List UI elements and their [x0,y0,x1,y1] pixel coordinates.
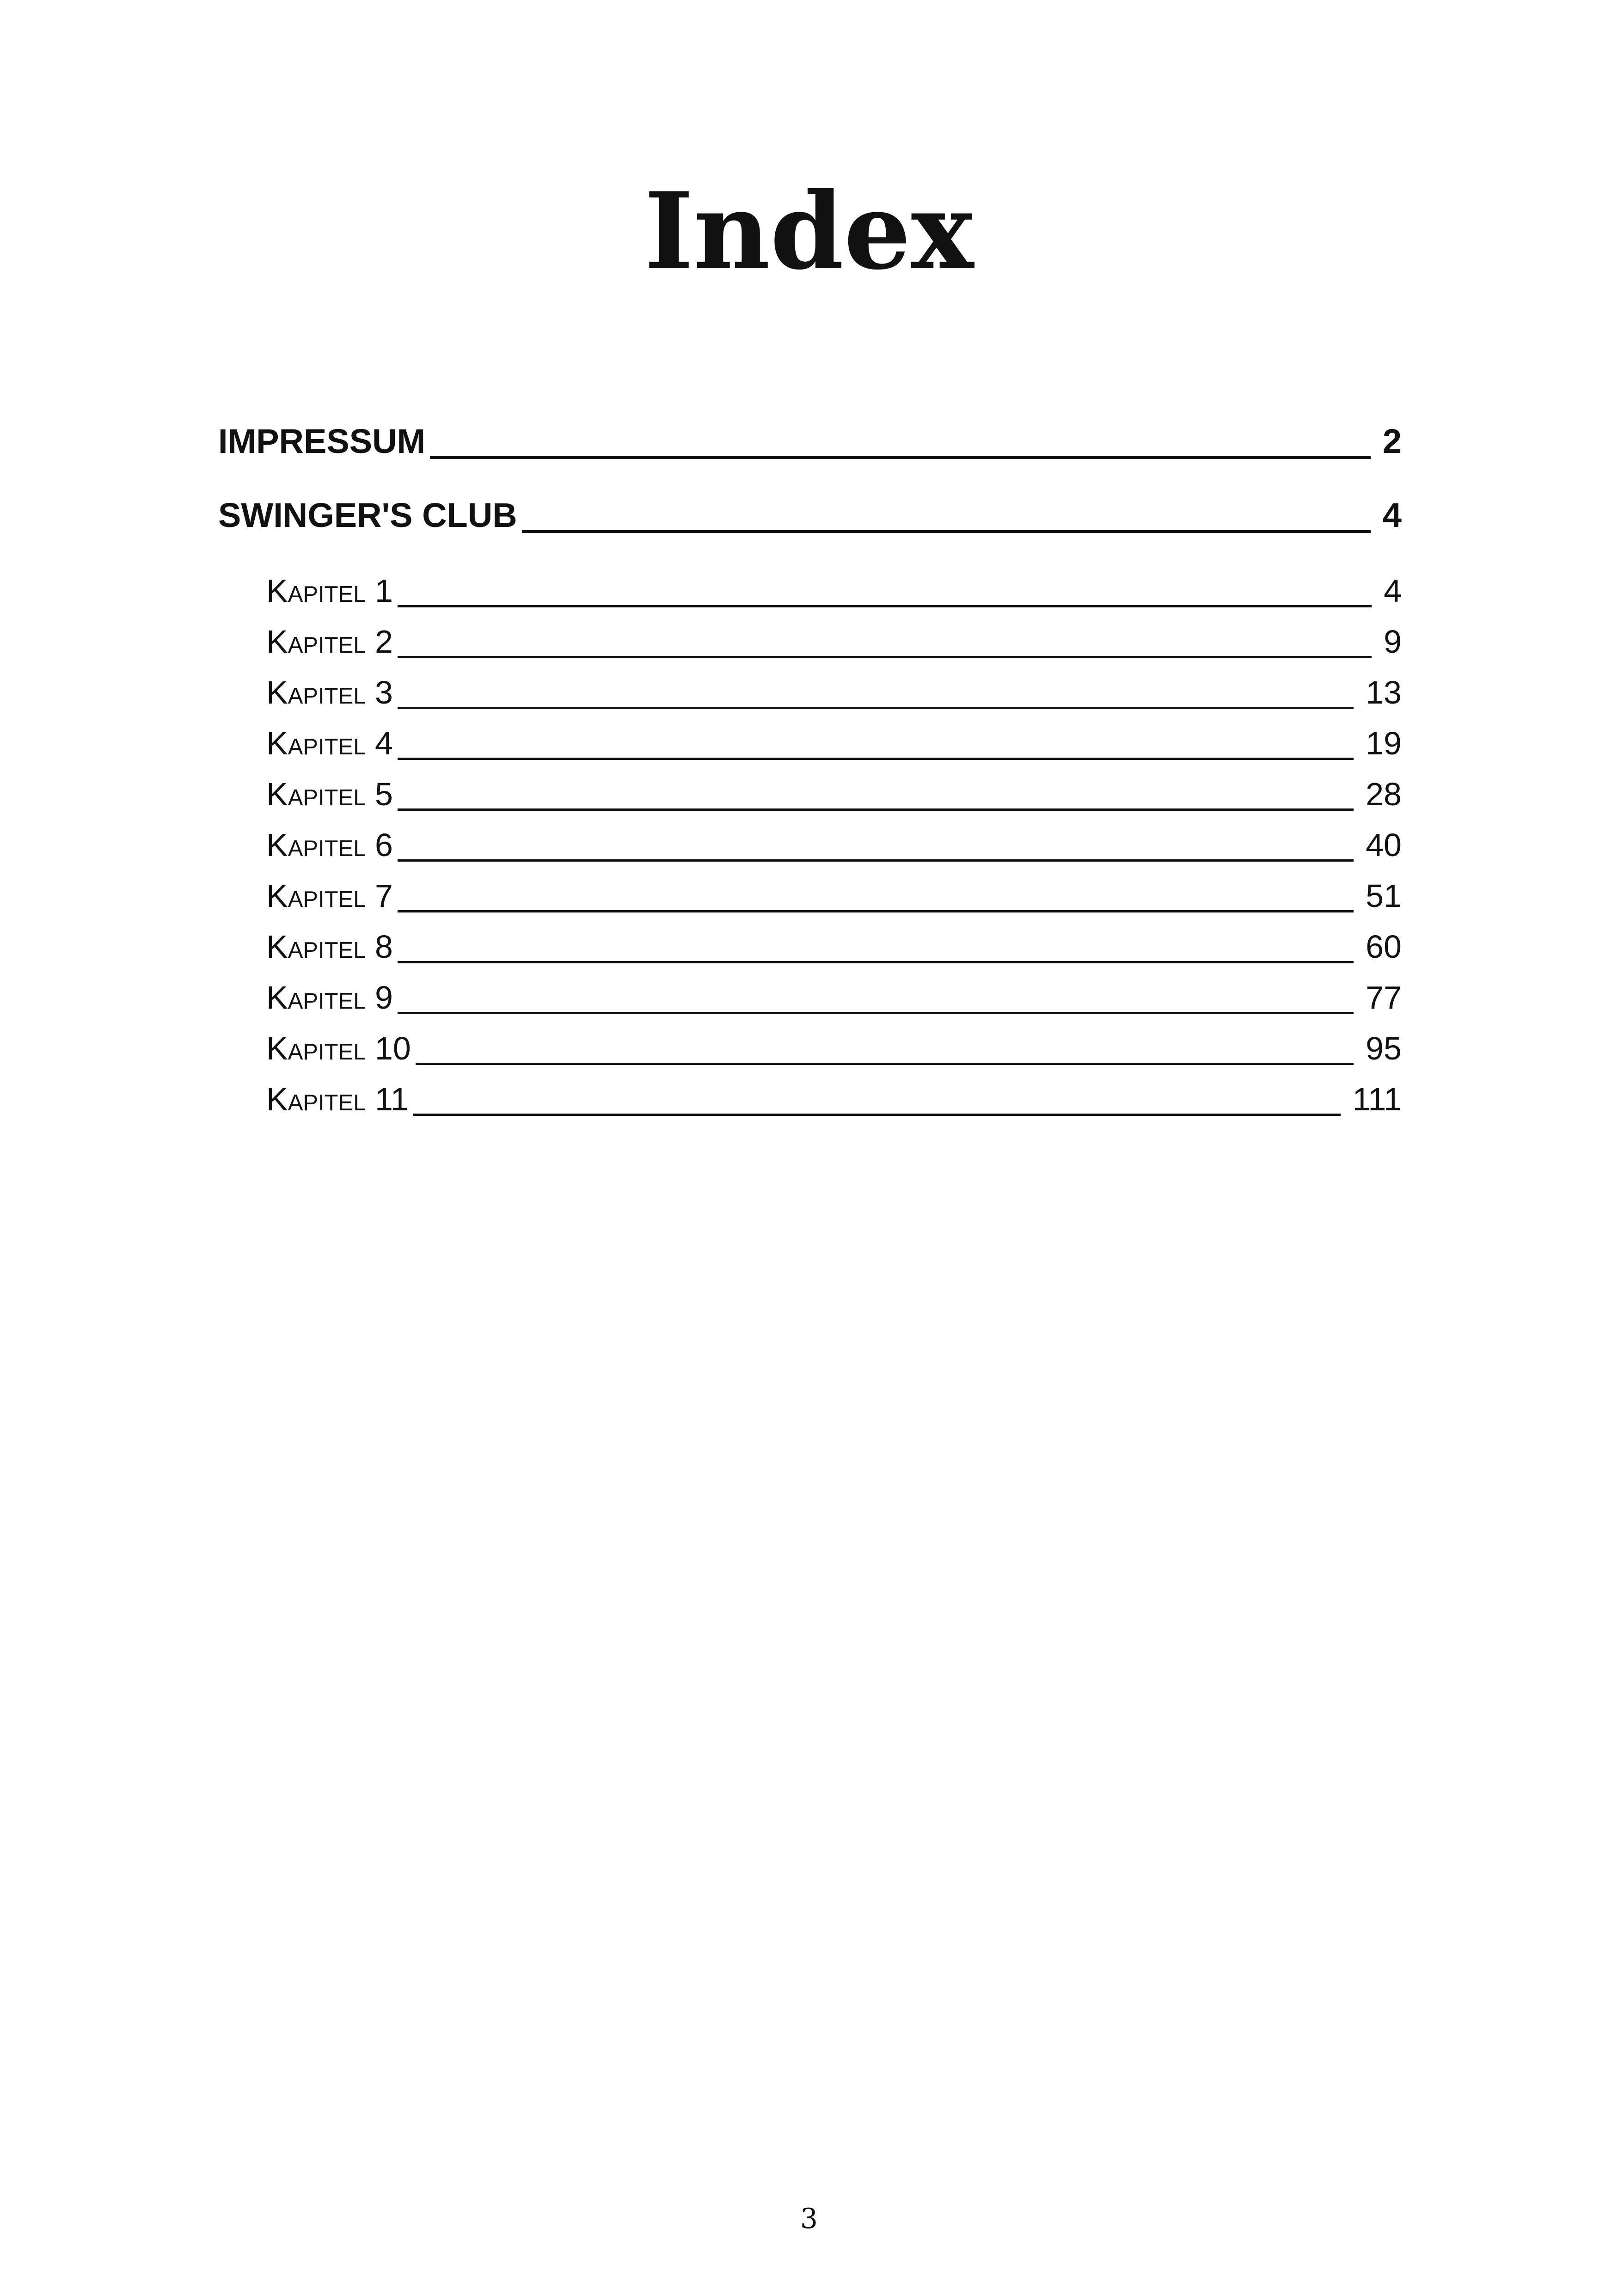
toc-entry-kapitel-6[interactable] [266,823,1402,867]
toc-leader-line [398,707,1354,709]
toc-leader-line [522,530,1371,533]
toc-leader-line [398,961,1354,963]
toc-entry-kapitel-8[interactable] [266,925,1402,969]
toc-entry-label: Kapitel 11 [266,1081,409,1117]
toc-entry-page: 51 [1366,878,1402,914]
toc-entry-kapitel-2[interactable] [266,619,1402,664]
toc-leader-line [398,808,1354,811]
toc-entry-page: 28 [1366,776,1402,812]
toc-entry-page: 4 [1382,496,1402,534]
toc-entry-page: 111 [1352,1081,1402,1117]
toc-entry-label: Kapitel 1 [266,573,393,609]
toc-entry-swingers-club[interactable] [218,492,1402,539]
toc-leader-line [416,1063,1354,1065]
toc-entry-kapitel-5[interactable] [266,772,1402,816]
toc-entry-page: 9 [1384,624,1402,660]
toc-entry-kapitel-7[interactable] [266,874,1402,918]
toc-entry-page: 60 [1366,929,1402,965]
toc-leader-line [398,910,1354,912]
page-title: Index [644,169,974,293]
toc-entry-label: Kapitel 6 [266,827,393,863]
toc-leader-line [398,656,1372,658]
toc-leader-line [398,605,1372,607]
toc-entry-impressum[interactable] [218,418,1402,465]
toc-entry-page: 77 [1366,980,1402,1016]
toc-entry-label: Kapitel 8 [266,929,393,965]
toc-entry-kapitel-10[interactable] [266,1026,1402,1071]
toc-entry-page: 95 [1366,1030,1402,1066]
toc-entry-kapitel-1[interactable] [266,569,1402,613]
toc-leader-line [413,1114,1341,1116]
toc-entry-kapitel-9[interactable] [266,975,1402,1020]
toc-entry-page: 4 [1384,573,1402,609]
toc-entry-page: 40 [1366,827,1402,863]
toc-entry-label: Kapitel 3 [266,674,393,710]
toc-entry-label: Kapitel 5 [266,776,393,812]
toc-leader-line [398,758,1354,760]
toc-entry-page: 2 [1382,422,1402,460]
toc-entry-label: Kapitel 9 [266,980,393,1016]
toc-entry-kapitel-3[interactable] [266,670,1402,715]
toc-leader-line [430,456,1371,459]
toc-entry-page: 19 [1366,725,1402,761]
toc-entry-label: Kapitel 10 [266,1030,411,1066]
page-number-footer: 3 [800,2203,818,2235]
toc-entry-label: SWINGER'S CLUB [218,496,517,534]
toc-entry-page: 13 [1366,674,1402,710]
toc-entry-label: Kapitel 7 [266,878,393,914]
toc-entry-label: Kapitel 2 [266,624,393,660]
toc-leader-line [398,1012,1354,1014]
toc-leader-line [398,859,1354,862]
toc-entry-label: Kapitel 4 [266,725,393,761]
toc-entry-kapitel-11[interactable] [266,1077,1402,1121]
toc-entry-label: IMPRESSUM [218,422,426,460]
toc-entry-kapitel-4[interactable] [266,721,1402,765]
